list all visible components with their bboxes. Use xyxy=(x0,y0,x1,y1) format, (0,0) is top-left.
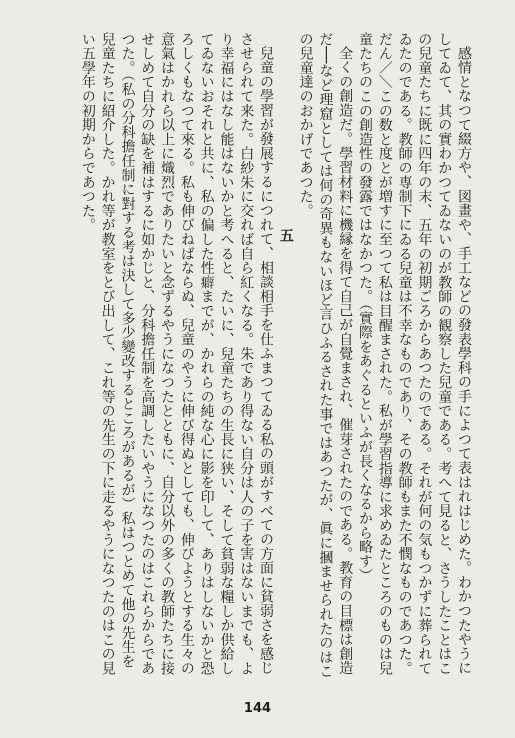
vertical-text-body xyxy=(28,32,473,682)
section-heading: 五 xyxy=(277,228,294,243)
paragraph-1: 感情となつて綴方や、図畫や、手工などの發表學科の手によつて表はれはじめた。わかつたやうにしてゐて、其の實わかつてゐないのが教師の観察した兒童である。考へて見ると、さうしたことはこの兒童たちに既に四年の末、五年の初期ごろからあつたのである。それが何の気もつかずに葬られてゐたのである。教師の専制下にゐる兒童は不幸なものであり、その教師もまた不憫なものであつた。だん／＼この数と度とが増すに至つて私は目醒まされた。私が學習指導に求めゐたところのものは兒童たちのこの創造性の發露ではなかつた。（實際をあぐるといふが長くなるから略す） xyxy=(357,32,472,676)
paragraph-2: 全くの創造だ。學習材料に機縁を得て自己が自覺まされ、催芽されたのである。教育の目標は創造だ──など理窟としては何の奇異もないほど言ひふるされた事ではあつたが、眞に摑ませられたのはこの兒童達のおかげであつた。 xyxy=(297,32,354,679)
page-number: 144 xyxy=(243,701,272,716)
paragraph-3: 兒童の學習が發展するにつれて、相談相手を仕ふまつてゐる私の頭がすべての方面に貧弱さを感じさせられて来た。白紗朱に交れば自ら紅くなる。朱であり得ない自分は人の子を害はないまでも、より幸福にはなし能はないかと考へると、たいに、兒童たちの生長に狭い、そして貧弱な糧しか供給してゐないおそれと共に、私の偏した性癖までが、かれらの純な心に影を印して、ありはしないかと恐ろしくもなつて來る。私も伸びねばならぬ、兒童のやうに伸び得ぬとしても、伸びようとする生々の意氣はかれら以上に熾烈でありたいと念ずるやうになつたとともに、自分以外の多くの教師たちに接せしめて自分の缺を補はするに如かじと、分科擔任制を高調したいやうになつたのはこれらからであつた。（私の分科擔任制に對する考は決して多少變改するところがあるが）私はつとめて他の先生を兒童たちに紹介した。かれ等が教室をとび出して、これ等の先生の下に走るやうになつたのはこの見い五學年の初期からであつた。 xyxy=(79,32,275,676)
